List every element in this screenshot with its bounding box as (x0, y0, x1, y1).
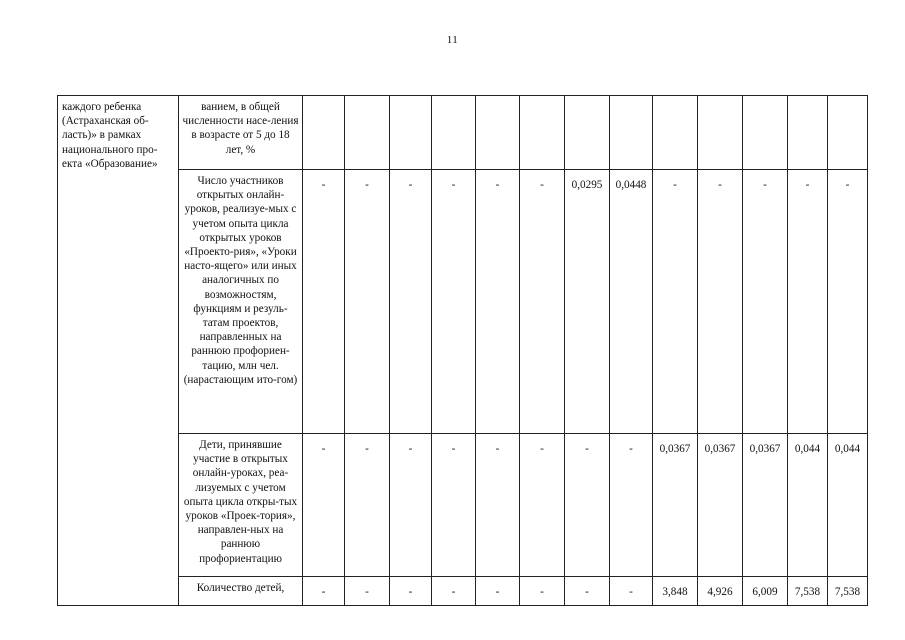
value-cell: 0,0295 (565, 170, 610, 434)
value-cell: - (610, 577, 653, 606)
value-cell: 0,0367 (653, 434, 698, 577)
value-cell: - (432, 170, 476, 434)
value-cell (345, 96, 390, 170)
value-cell: 0,044 (828, 434, 868, 577)
value-cell (390, 96, 432, 170)
value-cell: - (345, 577, 390, 606)
value-cell: - (432, 434, 476, 577)
value-cell (743, 96, 788, 170)
object-cell: каждого ребенка (Астраханская об-ласть)» в рамках национального про-екта «Образование» (58, 96, 179, 606)
value-cell: - (390, 170, 432, 434)
value-cell: 0,0367 (743, 434, 788, 577)
value-cell: - (476, 577, 520, 606)
value-cell: - (303, 170, 345, 434)
table-row (58, 170, 868, 434)
value-cell (653, 96, 698, 170)
value-cell: - (476, 170, 520, 434)
value-cell (828, 96, 868, 170)
value-cell (303, 96, 345, 170)
value-cell: - (390, 577, 432, 606)
value-cell: 0,0448 (610, 170, 653, 434)
value-cell: - (520, 577, 565, 606)
indicator-cell: Дети, принявшие участие в открытых онлайн-уроках, реа-лизуемых с учетом опыта цикла откры-тых уроков «Проек-тория», направлен-ных на раннюю профориентацию (179, 434, 303, 577)
table-row (58, 96, 868, 170)
indicator-cell: ванием, в общей численности насе-ления в возрасте от 5 до 18 лет, % (179, 96, 303, 170)
value-cell: - (303, 577, 345, 606)
value-cell: - (610, 434, 653, 577)
indicator-cell: Число участников открытых онлайн-уроков, реализуе-мых с учетом опыта цикла открытых уроков «Проекто-рия», «Уроки насто-ящего» или иных аналогичных по возможностям, функциям и резуль-татам проектов, направленных на раннюю профориен-тацию, млн чел. (нарастающим ито-гом) (179, 170, 303, 434)
value-cell: - (788, 170, 828, 434)
value-cell: - (828, 170, 868, 434)
value-cell: - (698, 170, 743, 434)
value-cell (698, 96, 743, 170)
value-cell: - (303, 434, 345, 577)
value-cell (610, 96, 653, 170)
value-cell (565, 96, 610, 170)
value-cell: - (345, 170, 390, 434)
value-cell (520, 96, 565, 170)
value-cell: - (390, 434, 432, 577)
value-cell: - (476, 434, 520, 577)
value-cell: - (565, 577, 610, 606)
table-row (58, 434, 868, 577)
value-cell: 0,044 (788, 434, 828, 577)
value-cell: - (345, 434, 390, 577)
value-cell: 6,009 (743, 577, 788, 606)
table-row (58, 577, 868, 606)
value-cell: 7,538 (788, 577, 828, 606)
value-cell: - (565, 434, 610, 577)
value-cell: - (520, 170, 565, 434)
value-cell: - (743, 170, 788, 434)
value-cell: 0,0367 (698, 434, 743, 577)
value-cell (788, 96, 828, 170)
value-cell: - (432, 577, 476, 606)
value-cell (476, 96, 520, 170)
page-number: 11 (446, 34, 459, 46)
value-cell: - (520, 434, 565, 577)
indicator-cell: Количество детей, (179, 577, 303, 606)
value-cell: - (653, 170, 698, 434)
value-cell: 7,538 (828, 577, 868, 606)
value-cell (432, 96, 476, 170)
value-cell: 3,848 (653, 577, 698, 606)
data-table (57, 95, 868, 606)
value-cell: 4,926 (698, 577, 743, 606)
